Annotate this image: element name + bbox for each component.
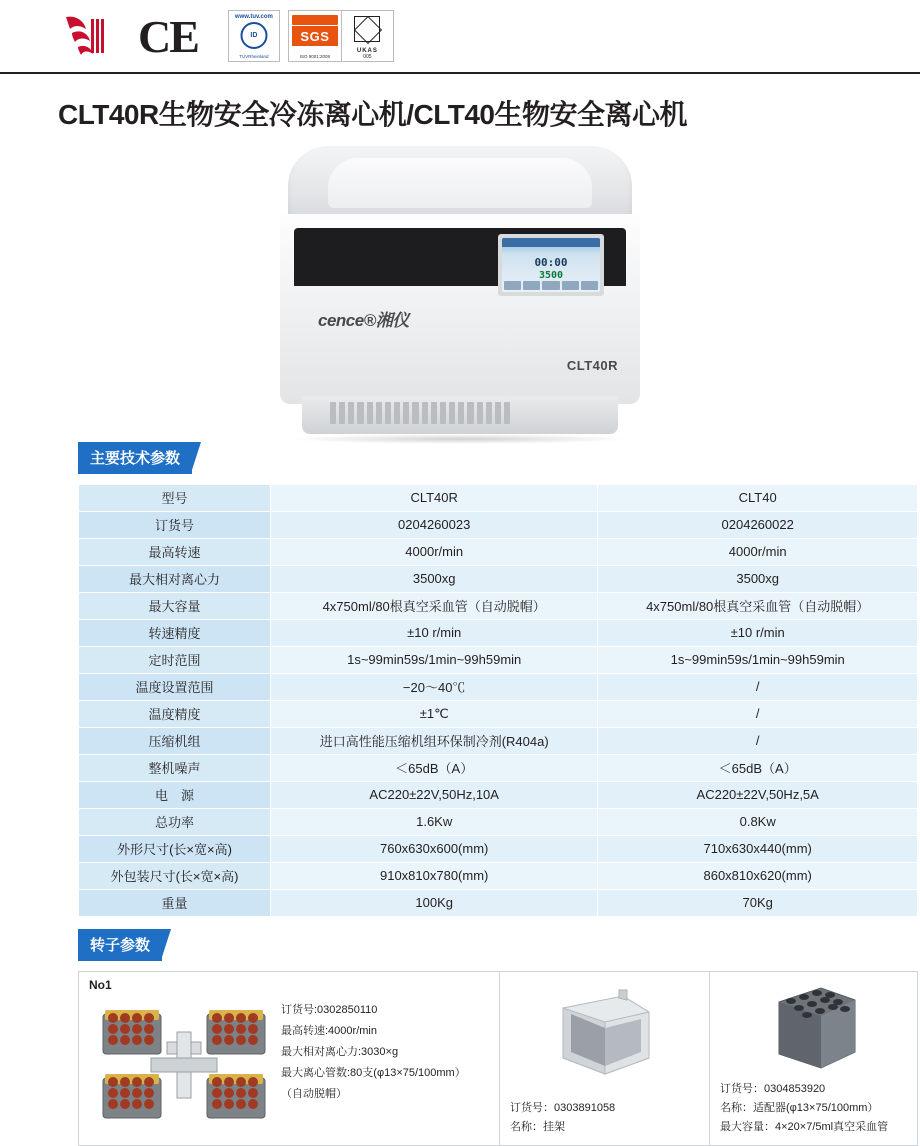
spec-label: 压缩机组 — [79, 727, 271, 754]
rotor-3-order-no: 订货号：0304853920 — [720, 1082, 826, 1095]
centrifuge-illustration — [280, 146, 640, 436]
spec-label: 订货号 — [79, 511, 271, 538]
spec-value-clt40r: 1s~99min59s/1min~99h59min — [271, 646, 598, 673]
spec-label: 外形尺寸(长×宽×高) — [79, 835, 271, 862]
table-row — [79, 646, 918, 673]
table-row — [79, 592, 918, 619]
display-screen — [502, 238, 600, 292]
spec-label: 温度精度 — [79, 700, 271, 727]
sgs-top-bar — [292, 15, 338, 25]
ukas-number: 005 — [363, 54, 372, 60]
spec-value-clt40: / — [598, 700, 918, 727]
rotor-cell-2 — [499, 972, 709, 1145]
machine-lid — [288, 146, 632, 224]
display-title-bar — [502, 238, 600, 247]
spec-value-clt40r: AC220±22V,50Hz,10A — [271, 781, 598, 808]
spec-label: 最大容量 — [79, 592, 271, 619]
spec-value-clt40: 0.8Kw — [598, 808, 918, 835]
table-row — [79, 781, 918, 808]
spec-value-clt40: ＜65dB（A） — [598, 754, 918, 781]
spec-label: 整机噪声 — [79, 754, 271, 781]
spec-value-clt40: 3500xg — [598, 565, 918, 592]
rotor-2-order-no: 订货号：0303891058 — [510, 1101, 616, 1114]
spec-value-clt40: / — [598, 673, 918, 700]
spec-value-clt40r: ＜65dB（A） — [271, 754, 598, 781]
rotor-3-caption — [720, 1080, 888, 1137]
rotor-3-name: 名称：适配器(φ13×75/100mm） — [720, 1101, 879, 1114]
table-row — [79, 484, 918, 511]
rotor-1-specs — [281, 980, 466, 1137]
spec-value-clt40: CLT40 — [598, 484, 918, 511]
table-row — [79, 700, 918, 727]
spec-label: 总功率 — [79, 808, 271, 835]
rotor-details — [78, 971, 918, 1146]
rotor-number: No1 — [89, 977, 112, 992]
rotor-section-header: 转子参数 — [78, 929, 162, 961]
table-row — [79, 862, 918, 889]
tuv-url: www.tuv.com — [234, 14, 273, 20]
spec-value-clt40: 710x630x440(mm) — [598, 835, 918, 862]
rotor-1-order-no: 订货号:0302850110 — [281, 1003, 378, 1016]
spec-value-clt40: 860x810x620(mm) — [598, 862, 918, 889]
spec-table — [78, 484, 918, 917]
spec-value-clt40r: 3500xg — [271, 565, 598, 592]
sgs-badge-left — [289, 11, 341, 61]
rotor-2-caption — [510, 1099, 615, 1137]
display-timer: 00:00 — [534, 255, 568, 269]
spec-value-clt40r: −20～40℃ — [271, 673, 598, 700]
spec-value-clt40: AC220±22V,50Hz,5A — [598, 781, 918, 808]
cnas-flame-logo — [58, 13, 112, 59]
spec-value-clt40r: 4x750ml/80根真空采血管（自动脱帽） — [271, 592, 598, 619]
spec-label: 重量 — [79, 889, 271, 916]
specs-section-header: 主要技术参数 — [78, 442, 192, 474]
tuv-mark: ID — [240, 22, 267, 49]
table-row — [79, 754, 918, 781]
ukas-text: UKAS — [356, 48, 378, 54]
display-buttons — [504, 281, 598, 290]
rotor-cell-1 — [79, 972, 499, 1145]
ukas-diamond-icon — [354, 16, 380, 42]
spec-label: 型号 — [79, 484, 271, 511]
ukas-badge — [341, 11, 393, 61]
rotor-cell-3 — [709, 972, 917, 1145]
spec-value-clt40r: 0204260023 — [271, 511, 598, 538]
ce-mark: CE — [138, 10, 198, 62]
sgs-standard: ISO 9001:2008 — [299, 54, 331, 59]
machine-display — [498, 234, 604, 296]
spec-label: 电 源 — [79, 781, 271, 808]
table-row — [79, 619, 918, 646]
spec-value-clt40: 1s~99min59s/1min~99h59min — [598, 646, 918, 673]
table-row — [79, 808, 918, 835]
spec-label: 最大相对离心力 — [79, 565, 271, 592]
spec-value-clt40r: CLT40R — [271, 484, 598, 511]
spec-value-clt40r: 760x630x600(mm) — [271, 835, 598, 862]
specs-section-header-wrap — [0, 442, 920, 474]
spec-value-clt40r: ±1℃ — [271, 700, 598, 727]
cross-rotor-image — [91, 996, 281, 1137]
product-image — [0, 136, 920, 436]
spec-value-clt40: 4000r/min — [598, 538, 918, 565]
sgs-logo-text: SGS — [292, 26, 338, 46]
rotor-1-max-speed: 最高转速:4000r/min — [281, 1024, 377, 1037]
bucket-image — [545, 986, 665, 1082]
certification-header — [0, 0, 920, 74]
spec-label: 最高转速 — [79, 538, 271, 565]
spec-value-clt40: 0204260022 — [598, 511, 918, 538]
table-row — [79, 673, 918, 700]
rotor-3-capacity: 最大容量：4×20×7/5ml真空采血管 — [720, 1120, 889, 1133]
model-label: CLT40R — [566, 357, 618, 373]
spec-label: 温度设置范围 — [79, 673, 271, 700]
table-row — [79, 538, 918, 565]
page-title: CLT40R生物安全冷冻离心机/CLT40生物安全离心机 — [58, 99, 687, 130]
machine-vents — [330, 402, 510, 424]
spec-label: 定时范围 — [79, 646, 271, 673]
adapter-image — [759, 982, 869, 1082]
table-row — [79, 889, 918, 916]
rotor-1-note: （自动脱帽） — [281, 1087, 347, 1100]
spec-value-clt40r: 910x810x780(mm) — [271, 862, 598, 889]
spec-value-clt40: 4x750ml/80根真空采血管（自动脱帽） — [598, 592, 918, 619]
table-row — [79, 511, 918, 538]
spec-value-clt40: / — [598, 727, 918, 754]
table-row — [79, 727, 918, 754]
spec-value-clt40r: 100Kg — [271, 889, 598, 916]
machine-lid-inner — [328, 158, 592, 208]
spec-value-clt40r: 4000r/min — [271, 538, 598, 565]
spec-value-clt40r: ±10 r/min — [271, 619, 598, 646]
machine-shadow — [290, 434, 630, 444]
brand-label: cence®湘仪 — [318, 310, 409, 330]
spec-value-clt40: 70Kg — [598, 889, 918, 916]
rotor-1-max-tubes: 最大离心管数:80支(φ13×75/100mm） — [281, 1066, 466, 1079]
rotor-section-header-wrap — [0, 929, 920, 961]
spec-value-clt40: ±10 r/min — [598, 619, 918, 646]
spec-value-clt40r: 进口高性能压缩机组环保制冷剂(R404a) — [271, 727, 598, 754]
rotor-2-name: 名称：挂架 — [510, 1120, 565, 1133]
spec-label: 转速精度 — [79, 619, 271, 646]
tuv-subtitle: TUVRheinland — [239, 54, 269, 59]
rotor-1-max-rcf: 最大相对离心力:3030×g — [281, 1045, 399, 1058]
table-row — [79, 835, 918, 862]
tuv-badge — [228, 10, 280, 62]
spec-label: 外包装尺寸(长×宽×高) — [79, 862, 271, 889]
table-row — [79, 565, 918, 592]
sgs-badge — [288, 10, 394, 62]
display-rpm: 3500 — [538, 269, 564, 281]
spec-value-clt40r: 1.6Kw — [271, 808, 598, 835]
